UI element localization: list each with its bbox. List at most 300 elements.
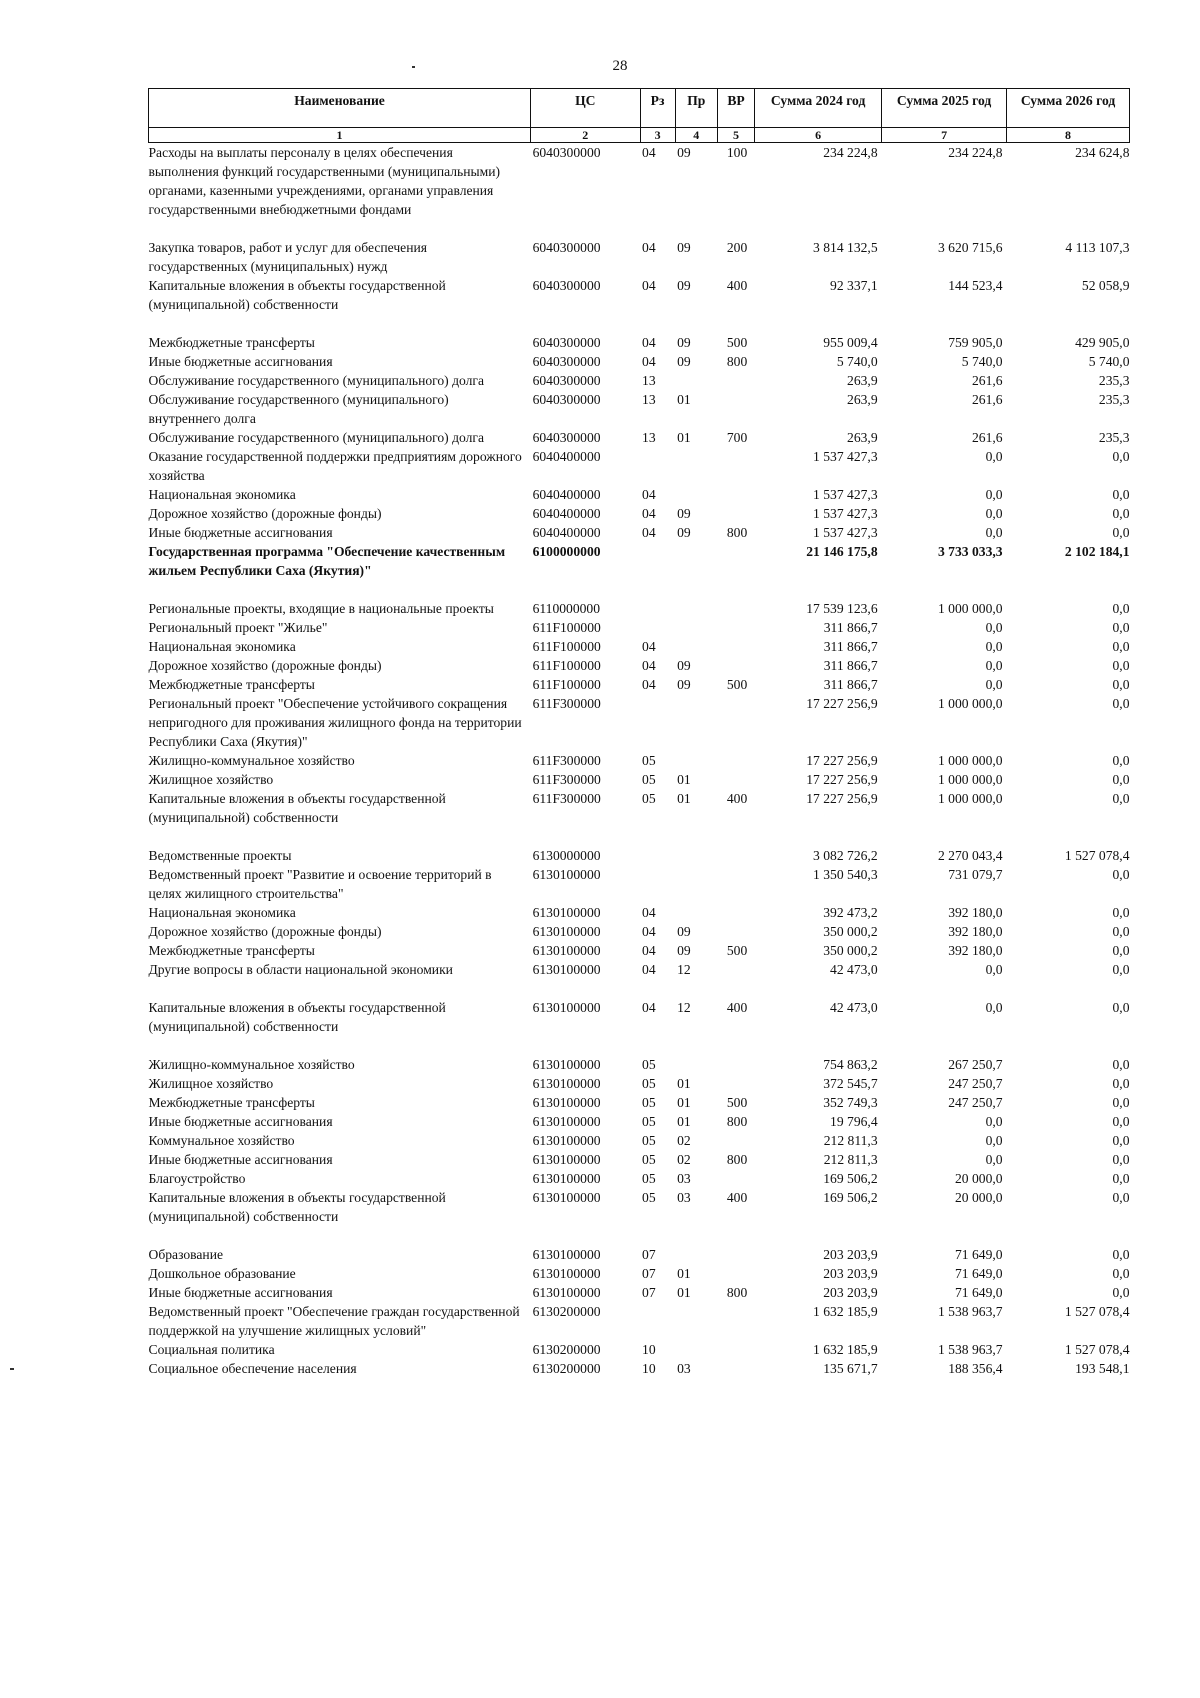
target-article-code: 611F300000 <box>532 696 601 711</box>
amount-2026: 0,0 <box>1112 1285 1130 1300</box>
amount-2024: 754 863,2 <box>823 1057 878 1072</box>
table-row <box>149 694 1130 751</box>
target-article-code: 6040300000 <box>532 335 601 350</box>
subsection-code: 03 <box>677 1361 691 1376</box>
table-row <box>149 846 1130 865</box>
section-code <box>640 599 675 618</box>
row-name: Жилищное хозяйство <box>148 1076 274 1091</box>
amount-2025: 1 000 000,0 <box>937 772 1003 787</box>
section-code: 04 <box>642 278 656 293</box>
row-name: Социальная политика <box>148 1342 275 1357</box>
target-article-code: 6040300000 <box>532 145 601 160</box>
table-row <box>149 542 1130 580</box>
row-spacer <box>149 580 1130 599</box>
section-code <box>640 846 675 865</box>
amount-2025: 392 180,0 <box>948 943 1003 958</box>
subsection-code <box>675 618 717 637</box>
row-spacer <box>149 219 1130 238</box>
amount-2026: 0,0 <box>1112 658 1130 673</box>
table-row <box>149 789 1130 827</box>
target-article-code: 6130100000 <box>532 1076 601 1091</box>
target-article-code: 6130100000 <box>532 1133 601 1148</box>
amount-2024: 234 224,8 <box>823 145 878 160</box>
section-code: 10 <box>642 1342 656 1357</box>
amount-2026: 0,0 <box>1112 867 1130 882</box>
expense-type-code: 700 <box>726 430 748 445</box>
row-spacer-cell <box>149 580 1130 599</box>
row-name: Жилищное хозяйство <box>148 772 274 787</box>
section-code: 04 <box>642 905 656 920</box>
column-number: 1 <box>149 128 531 143</box>
amount-2026: 0,0 <box>1112 525 1130 540</box>
section-code: 04 <box>642 487 656 502</box>
amount-2026: 0,0 <box>1112 487 1130 502</box>
row-name: Капитальные вложения в объекты государственной (муниципальной) собственности <box>148 1190 446 1224</box>
expense-type-code <box>717 599 754 618</box>
row-name: Иные бюджетные ассигнования <box>148 525 333 540</box>
section-code: 04 <box>642 943 656 958</box>
section-code: 04 <box>642 677 656 692</box>
subsection-code <box>675 1055 717 1074</box>
column-number: 5 <box>717 128 754 143</box>
expense-type-code: 800 <box>726 1285 748 1300</box>
target-article-code: 6130200000 <box>532 1304 601 1319</box>
column-header: Сумма 2026 год <box>1007 89 1130 128</box>
amount-2025: 2 270 043,4 <box>937 848 1003 863</box>
amount-2024: 263,9 <box>847 373 878 388</box>
section-code: 05 <box>642 1152 656 1167</box>
table-row <box>149 333 1130 352</box>
expense-type-code: 800 <box>726 354 748 369</box>
amount-2024: 263,9 <box>847 430 878 445</box>
amount-2026: 0,0 <box>1112 943 1130 958</box>
amount-2025: 0,0 <box>985 487 1003 502</box>
amount-2026: 0,0 <box>1112 924 1130 939</box>
amount-2025: 731 079,7 <box>948 867 1003 882</box>
subsection-code <box>675 1245 717 1264</box>
expense-type-code <box>717 371 754 390</box>
expense-type-code <box>717 1169 754 1188</box>
expense-type-code: 500 <box>726 943 748 958</box>
section-code: 05 <box>642 772 656 787</box>
amount-2025: 0,0 <box>985 1000 1003 1015</box>
section-code: 04 <box>642 525 656 540</box>
amount-2026: 429 905,0 <box>1075 335 1130 350</box>
target-article-code: 6130100000 <box>532 1095 601 1110</box>
amount-2026: 0,0 <box>1112 1076 1130 1091</box>
target-article-code: 6130100000 <box>532 924 601 939</box>
amount-2024: 17 227 256,9 <box>806 696 878 711</box>
amount-2026: 0,0 <box>1112 1095 1130 1110</box>
page-number: 28 <box>612 58 628 74</box>
section-code: 04 <box>642 354 656 369</box>
expense-type-code <box>717 1302 754 1340</box>
section-code: 04 <box>642 506 656 521</box>
amount-2024: 372 545,7 <box>823 1076 878 1091</box>
amount-2025: 1 000 000,0 <box>937 753 1003 768</box>
subsection-code: 01 <box>677 1285 691 1300</box>
subsection-code: 09 <box>677 506 691 521</box>
table-row <box>149 922 1130 941</box>
expense-type-code <box>717 922 754 941</box>
scan-speck-left <box>10 1368 14 1370</box>
expense-type-code <box>717 865 754 903</box>
amount-2024: 263,9 <box>847 392 878 407</box>
section-code <box>640 447 675 485</box>
table-row <box>149 352 1130 371</box>
column-number: 8 <box>1007 128 1130 143</box>
amount-2024: 1 350 540,3 <box>813 867 878 882</box>
target-article-code: 6130100000 <box>532 1057 601 1072</box>
expense-type-code: 500 <box>726 1095 748 1110</box>
subsection-code: 01 <box>677 392 691 407</box>
subsection-code <box>675 599 717 618</box>
row-name: Дошкольное образование <box>148 1266 296 1281</box>
subsection-code <box>675 485 717 504</box>
section-code: 13 <box>642 430 656 445</box>
amount-2026: 0,0 <box>1112 1114 1130 1129</box>
target-article-code: 6130100000 <box>532 1285 601 1300</box>
expense-type-code <box>717 1055 754 1074</box>
row-name: Ведомственные проекты <box>148 848 292 863</box>
target-article-code: 6040400000 <box>532 487 601 502</box>
row-name: Обслуживание государственного (муниципального) долга <box>148 430 485 445</box>
amount-2026: 1 527 078,4 <box>1064 1342 1130 1357</box>
target-article-code: 6040300000 <box>532 354 601 369</box>
amount-2025: 71 649,0 <box>954 1285 1003 1300</box>
table-row <box>149 504 1130 523</box>
table-row <box>149 903 1130 922</box>
column-header: Наименование <box>149 89 531 128</box>
row-spacer <box>149 1226 1130 1245</box>
row-name: Капитальные вложения в объекты государственной (муниципальной) собственности <box>148 791 446 825</box>
row-spacer-cell <box>149 1036 1130 1055</box>
subsection-code: 03 <box>677 1190 691 1205</box>
table-header <box>149 89 1130 143</box>
row-name: Капитальные вложения в объекты государственной (муниципальной) собственности <box>148 278 446 312</box>
amount-2024: 1 537 427,3 <box>813 525 878 540</box>
target-article-code: 6130100000 <box>532 1152 601 1167</box>
column-number-row <box>149 128 1130 143</box>
row-spacer-cell <box>149 314 1130 333</box>
table-row <box>149 751 1130 770</box>
target-article-code: 6040300000 <box>532 278 601 293</box>
subsection-code: 09 <box>677 145 691 160</box>
subsection-code: 02 <box>677 1152 691 1167</box>
amount-2024: 19 796,4 <box>830 1114 878 1129</box>
target-article-code: 6130100000 <box>532 1247 601 1262</box>
target-article-code: 6110000000 <box>532 601 601 616</box>
subsection-code <box>675 637 717 656</box>
target-article-code: 6130100000 <box>532 1171 601 1186</box>
expense-type-code: 200 <box>726 240 748 255</box>
target-article-code: 6130100000 <box>532 1266 601 1281</box>
table-row <box>149 865 1130 903</box>
amount-2024: 392 473,2 <box>823 905 878 920</box>
section-code: 07 <box>642 1285 656 1300</box>
amount-2025: 71 649,0 <box>954 1247 1003 1262</box>
expense-type-code: 400 <box>726 1190 748 1205</box>
section-code <box>640 618 675 637</box>
section-code: 13 <box>642 373 656 388</box>
amount-2026: 235,3 <box>1098 430 1130 445</box>
subsection-code: 09 <box>677 677 691 692</box>
table-row <box>149 1074 1130 1093</box>
amount-2024: 5 740,0 <box>836 354 878 369</box>
target-article-code: 6130100000 <box>532 867 601 882</box>
amount-2025: 3 733 033,3 <box>937 544 1003 559</box>
amount-2024: 203 203,9 <box>823 1285 878 1300</box>
subsection-code: 01 <box>677 430 691 445</box>
row-name: Закупка товаров, работ и услуг для обеспечения государственных (муниципальных) нужд <box>148 240 427 274</box>
table-row <box>149 998 1130 1036</box>
amount-2025: 247 250,7 <box>948 1095 1003 1110</box>
row-name: Иные бюджетные ассигнования <box>148 354 333 369</box>
amount-2025: 247 250,7 <box>948 1076 1003 1091</box>
amount-2025: 267 250,7 <box>948 1057 1003 1072</box>
subsection-code: 01 <box>677 772 691 787</box>
row-name: Региональный проект "Жилье" <box>148 620 328 635</box>
amount-2025: 1 000 000,0 <box>937 601 1003 616</box>
row-name: Ведомственный проект "Развитие и освоение территорий в целях жилищного строительства" <box>148 867 492 901</box>
subsection-code <box>675 903 717 922</box>
amount-2026: 0,0 <box>1112 962 1130 977</box>
section-code: 05 <box>642 1057 656 1072</box>
row-name: Обслуживание государственного (муниципального) внутреннего долга <box>148 392 449 426</box>
expense-type-code <box>717 1359 754 1378</box>
row-spacer <box>149 314 1130 333</box>
expense-type-code <box>717 542 754 580</box>
amount-2024: 3 814 132,5 <box>813 240 878 255</box>
amount-2024: 1 537 427,3 <box>813 487 878 502</box>
row-name: Иные бюджетные ассигнования <box>148 1285 333 1300</box>
table-row <box>149 599 1130 618</box>
table-row <box>149 1055 1130 1074</box>
section-code: 05 <box>642 753 656 768</box>
table-row <box>149 371 1130 390</box>
table-row <box>149 1169 1130 1188</box>
amount-2025: 261,6 <box>971 392 1003 407</box>
subsection-code: 09 <box>677 335 691 350</box>
column-number: 6 <box>755 128 882 143</box>
target-article-code: 6130100000 <box>532 943 601 958</box>
expense-type-code: 100 <box>726 145 748 160</box>
table-row <box>149 1131 1130 1150</box>
row-name: Жилищно-коммунальное хозяйство <box>148 1057 355 1072</box>
target-article-code: 6100000000 <box>532 544 601 559</box>
amount-2026: 0,0 <box>1112 677 1130 692</box>
amount-2026: 0,0 <box>1112 1057 1130 1072</box>
amount-2024: 212 811,3 <box>823 1152 878 1167</box>
amount-2024: 17 227 256,9 <box>806 753 878 768</box>
row-name: Другие вопросы в области национальной экономики <box>148 962 453 977</box>
amount-2024: 352 749,3 <box>823 1095 878 1110</box>
target-article-code: 6040300000 <box>532 392 601 407</box>
expense-type-code <box>717 1074 754 1093</box>
expense-type-code <box>717 1264 754 1283</box>
amount-2026: 0,0 <box>1112 1190 1130 1205</box>
table-row <box>149 618 1130 637</box>
amount-2025: 0,0 <box>985 525 1003 540</box>
expense-type-code <box>717 694 754 751</box>
expense-type-code <box>717 1340 754 1359</box>
amount-2025: 261,6 <box>971 373 1003 388</box>
subsection-code <box>675 1340 717 1359</box>
expense-type-code <box>717 504 754 523</box>
table-row <box>149 960 1130 979</box>
amount-2026: 5 740,0 <box>1088 354 1130 369</box>
target-article-code: 6130100000 <box>532 1190 601 1205</box>
row-name: Благоустройство <box>148 1171 246 1186</box>
amount-2024: 212 811,3 <box>823 1133 878 1148</box>
table-row <box>149 276 1130 314</box>
subsection-code: 09 <box>677 658 691 673</box>
scan-speck <box>412 66 415 68</box>
table-row <box>149 1245 1130 1264</box>
subsection-code: 12 <box>677 1000 691 1015</box>
expense-type-code <box>717 390 754 428</box>
section-code: 05 <box>642 1095 656 1110</box>
amount-2025: 0,0 <box>985 1114 1003 1129</box>
amount-2026: 2 102 184,1 <box>1064 544 1130 559</box>
amount-2026: 0,0 <box>1112 506 1130 521</box>
budget-table-wrapper <box>148 88 1130 1378</box>
table-row <box>149 1359 1130 1378</box>
column-number: 4 <box>675 128 717 143</box>
target-article-code: 611F100000 <box>532 639 601 654</box>
amount-2025: 0,0 <box>985 1152 1003 1167</box>
amount-2026: 0,0 <box>1112 753 1130 768</box>
amount-2025: 0,0 <box>985 1133 1003 1148</box>
amount-2024: 17 539 123,6 <box>806 601 878 616</box>
section-code: 05 <box>642 1114 656 1129</box>
expense-type-code <box>717 751 754 770</box>
row-name: Межбюджетные трансферты <box>148 1095 315 1110</box>
amount-2026: 0,0 <box>1112 772 1130 787</box>
row-name: Национальная экономика <box>148 487 296 502</box>
subsection-code: 09 <box>677 240 691 255</box>
amount-2025: 0,0 <box>985 962 1003 977</box>
amount-2025: 0,0 <box>985 658 1003 673</box>
row-name: Национальная экономика <box>148 639 296 654</box>
row-name: Социальное обеспечение населения <box>148 1361 357 1376</box>
section-code: 04 <box>642 962 656 977</box>
expense-type-code <box>717 903 754 922</box>
amount-2025: 20 000,0 <box>954 1190 1003 1205</box>
column-number: 7 <box>882 128 1007 143</box>
expense-type-code <box>717 447 754 485</box>
amount-2026: 0,0 <box>1112 791 1130 806</box>
section-code: 04 <box>642 639 656 654</box>
amount-2025: 144 523,4 <box>948 278 1003 293</box>
column-header: Сумма 2025 год <box>882 89 1007 128</box>
row-name: Региональные проекты, входящие в национальные проекты <box>148 601 494 616</box>
row-spacer-cell <box>149 979 1130 998</box>
section-code: 05 <box>642 1133 656 1148</box>
amount-2026: 0,0 <box>1112 601 1130 616</box>
section-code: 05 <box>642 1076 656 1091</box>
target-article-code: 611F100000 <box>532 677 601 692</box>
amount-2024: 135 671,7 <box>823 1361 878 1376</box>
amount-2024: 955 009,4 <box>823 335 878 350</box>
target-article-code: 6130100000 <box>532 1000 601 1015</box>
section-code: 04 <box>642 658 656 673</box>
expense-type-code: 800 <box>726 525 748 540</box>
row-name: Иные бюджетные ассигнования <box>148 1114 333 1129</box>
expense-type-code <box>717 846 754 865</box>
expense-type-code <box>717 656 754 675</box>
section-code: 13 <box>642 392 656 407</box>
expense-type-code: 500 <box>726 335 748 350</box>
row-spacer <box>149 979 1130 998</box>
row-spacer <box>149 827 1130 846</box>
row-name: Образование <box>148 1247 224 1262</box>
amount-2026: 4 113 107,3 <box>1065 240 1130 255</box>
row-name: Межбюджетные трансферты <box>148 943 315 958</box>
expense-type-code: 800 <box>726 1152 748 1167</box>
row-name: Государственная программа "Обеспечение качественным жильем Республики Саха (Якутия)" <box>148 544 506 578</box>
target-article-code: 6040400000 <box>532 525 601 540</box>
amount-2025: 3 620 715,6 <box>937 240 1003 255</box>
subsection-code: 01 <box>677 1076 691 1091</box>
amount-2026: 0,0 <box>1112 1247 1130 1262</box>
expense-type-code <box>717 960 754 979</box>
amount-2024: 21 146 175,8 <box>806 544 878 559</box>
amount-2024: 311 866,7 <box>823 620 878 635</box>
section-code: 04 <box>642 335 656 350</box>
row-name: Межбюджетные трансферты <box>148 335 315 350</box>
section-code: 07 <box>642 1247 656 1262</box>
table-row <box>149 1283 1130 1302</box>
subsection-code: 01 <box>677 1114 691 1129</box>
table-row <box>149 770 1130 789</box>
table-row <box>149 1188 1130 1226</box>
table-row <box>149 238 1130 276</box>
amount-2026: 234 624,8 <box>1075 145 1130 160</box>
row-spacer-cell <box>149 1226 1130 1245</box>
column-number: 3 <box>640 128 675 143</box>
row-name: Межбюджетные трансферты <box>148 677 315 692</box>
subsection-code <box>675 371 717 390</box>
amount-2025: 234 224,8 <box>948 145 1003 160</box>
amount-2026: 0,0 <box>1112 1000 1130 1015</box>
row-name: Дорожное хозяйство (дорожные фонды) <box>148 506 382 521</box>
subsection-code <box>675 542 717 580</box>
row-name: Дорожное хозяйство (дорожные фонды) <box>148 924 382 939</box>
amount-2024: 169 506,2 <box>823 1190 878 1205</box>
target-article-code: 6040300000 <box>532 373 601 388</box>
amount-2025: 1 538 963,7 <box>937 1304 1003 1319</box>
expense-type-code: 500 <box>726 677 748 692</box>
target-article-code: 6130100000 <box>532 962 601 977</box>
amount-2024: 92 337,1 <box>830 278 878 293</box>
amount-2025: 20 000,0 <box>954 1171 1003 1186</box>
subsection-code <box>675 694 717 751</box>
amount-2026: 0,0 <box>1112 905 1130 920</box>
subsection-code <box>675 865 717 903</box>
expense-type-code: 800 <box>726 1114 748 1129</box>
table-row <box>149 143 1130 220</box>
section-code: 05 <box>642 791 656 806</box>
subsection-code: 09 <box>677 278 691 293</box>
row-name: Дорожное хозяйство (дорожные фонды) <box>148 658 382 673</box>
amount-2026: 0,0 <box>1112 1152 1130 1167</box>
amount-2024: 311 866,7 <box>823 639 878 654</box>
target-article-code: 611F100000 <box>532 658 601 673</box>
amount-2025: 0,0 <box>985 677 1003 692</box>
row-name: Расходы на выплаты персоналу в целях обеспечения выполнения функций государственными (муниципальными) органами, казенными учреждениями, органами управления государственными внебюджетными фондами <box>148 145 501 217</box>
column-number: 2 <box>531 128 640 143</box>
